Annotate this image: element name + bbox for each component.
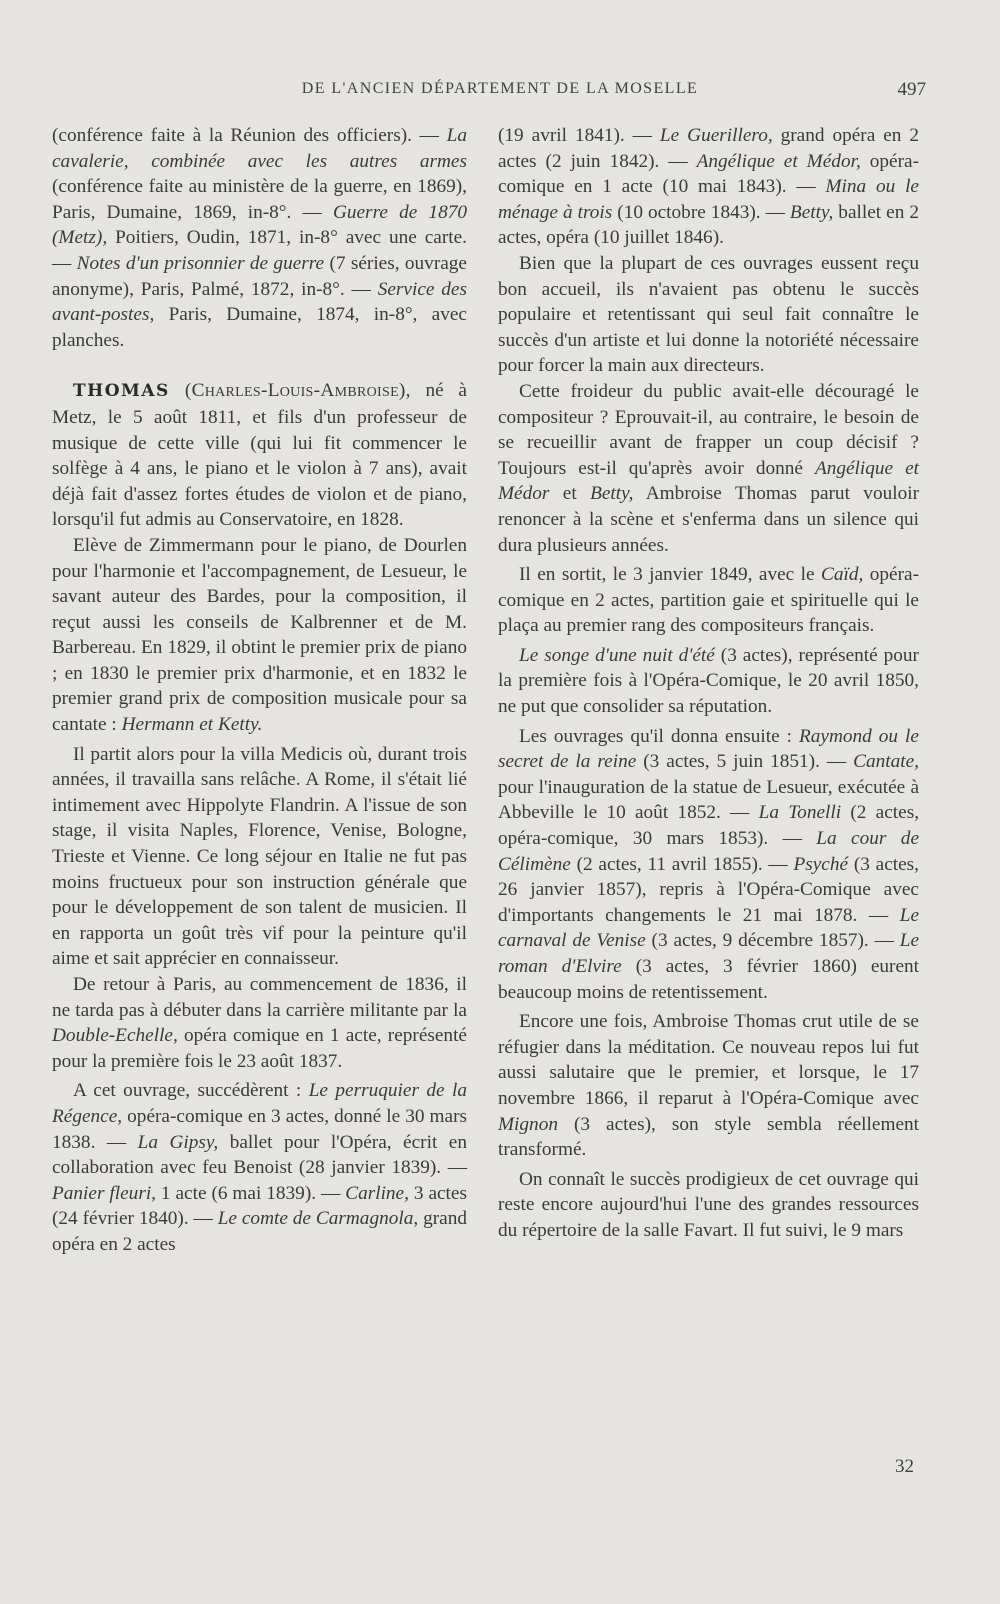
text-run: Paris, Dumaine, 1874, in-8°, avec planches. [52, 304, 467, 351]
text-run: Bien que la plupart de ces ouvrages eussent reçu bon accueil, ils n'avaient pas obtenu le succès populaire et retentissant qui seul fait connaître le succès d'un artiste et lui donne la notoriété nécessaire pour forcer la main aux directeurs. [498, 252, 919, 377]
text-run: (10 octobre 1843). — [612, 201, 790, 223]
text-run: 3 actes (24 février 1840). — [52, 1182, 467, 1230]
italic-title: Angélique et Médor, [696, 150, 861, 172]
text-run: 1 acte (6 mai 1839). — [156, 1182, 346, 1204]
italic-title: Le comte de Carmagnola, [217, 1208, 419, 1230]
running-title: DE L'ANCIEN DÉPARTEMENT DE LA MOSELLE [301, 80, 699, 97]
page-number: 497 [897, 79, 926, 100]
body-paragraph [52, 533, 467, 738]
text-run: Elève de Zimmermann pour le piano, de Dourlen pour l'harmonie et l'accompagnement, de Lesueur, le savant auteur des Bardes, pour la composition, il reçut aussi les conseils de Kalbrenner et de M. Barbereau. En 1829, il obtint le premier prix de piano ; en 1830 le premier prix d'harmonie, et en 1832 le premier grand prix de composition musicale pour sa cantate : [52, 534, 467, 736]
body-paragraph [498, 251, 919, 379]
italic-title: Carline, [345, 1182, 409, 1204]
text-run: On connaît le succès prodigieux de cet ouvrage qui reste encore aujourd'hui l'une des grandes ressources du répertoire de la salle Favart. Il fut suivi, le 9 mars [498, 1168, 919, 1241]
text-run: Il partit alors pour la villa Medicis où, durant trois années, il travailla sans relâche. A Rome, il s'était lié intimement avec Hippolyte Flandrin. A l'issue de son stage, il visita Naples, Florence, Venise, Bologne, Trieste et Vienne. Ce long séjour en Italie ne fut pas moins fructueux pour son instruction générale que pour le développement de son talent de musicien. Il en rapporta un goût très vif pour la peinture qu'il aime et sait apprécier en connaisseur. [52, 743, 467, 970]
text-run: (7 séries, ouvrage anonyme), Paris, Palmé, 1872, in-8°. — [52, 252, 467, 300]
body-paragraph [498, 1009, 919, 1163]
signature-mark: 32 [895, 1456, 914, 1477]
right-column [498, 123, 919, 1244]
text-run: (3 actes, 5 juin 1851). — [636, 751, 854, 773]
body-paragraph [498, 1167, 919, 1244]
text-run: (3 actes, 26 janvier 1857), repris à l'Opéra-Comique avec d'importants changements le 21 mai 1878. — [498, 853, 919, 926]
text-run: (19 avril 1841). — [498, 125, 660, 146]
text-run: (2 actes, opéra-comique, 30 mars 1853). — [498, 802, 920, 850]
body-paragraph [498, 643, 919, 720]
italic-title: Mignon [498, 1113, 558, 1135]
italic-title: Raymond ou le secret de la reine [498, 725, 919, 773]
italic-title: Cantate, [853, 751, 919, 773]
text-run: et [549, 483, 591, 505]
text-run: ballet pour l'Opéra, écrit en collaboration avec feu Benoist (28 janvier 1839). — [52, 1131, 467, 1179]
italic-title: Hermann et Ketty. [121, 714, 263, 736]
italic-title: Le songe d'une nuit d'été [519, 644, 715, 666]
text-run: Encore une fois, Ambroise Thomas crut utile de se réfugier dans la méditation. Ce nouveau repos lui fut aussi salutaire que le premier, et lorsque, le 17 novembre 1866, il reparut à l'Opéra-Comique avec [498, 1011, 919, 1109]
italic-title: Le roman d'Elvire [498, 930, 919, 977]
body-paragraph [498, 562, 919, 639]
body-paragraph [52, 972, 467, 1074]
text-run: Cette froideur du public avait-elle découragé le compositeur ? Eprouvait-il, au contraire, le besoin de se recueillir avant de frapper un coup décisif ? Toujours est-il qu'après avoir donné [498, 380, 919, 479]
entry-name: THOMAS [73, 381, 170, 402]
italic-title: La Gipsy, [137, 1131, 219, 1153]
italic-title: Caïd, [821, 564, 864, 586]
italic-title: Le perruquier de la Régence, [52, 1080, 467, 1127]
text-run: Il en sortit, le 3 janvier 1849, avec le [519, 564, 821, 586]
text-run: grand opéra en 2 actes (2 juin 1842). — [498, 125, 920, 172]
body-paragraph [52, 1078, 467, 1257]
text-run: (3 actes, 9 décembre 1857). — [645, 930, 900, 952]
italic-title: Betty, [590, 483, 634, 505]
entry-given-names: (Charles-Louis-Ambroise), [169, 380, 411, 402]
italic-title: Double-Echelle, [52, 1025, 178, 1047]
italic-title: Le carnaval de Venise [498, 904, 919, 952]
italic-title: Mina ou le ménage à trois [498, 176, 919, 223]
text-run: opéra comique en 1 acte, représenté pour la première fois le 23 août 1837. [52, 1025, 467, 1072]
italic-title: Service des avant-postes, [52, 278, 467, 326]
text-run: opéra-comique en 2 actes, partition gaie et spirituelle qui le plaça au premier rang des compositeurs français. [498, 564, 919, 637]
body-paragraph [52, 742, 467, 972]
italic-title: La cour de Célimène [498, 828, 919, 875]
italic-title: La cavalerie, combinée avec les autres armes [52, 125, 467, 172]
italic-title: Le Guerillero, [659, 125, 773, 146]
text-run: (3 actes, 3 février 1860) eurent beaucoup moins de retentissement. [498, 956, 919, 1003]
italic-title: Guerre de 1870 (Metz), [52, 201, 467, 249]
text-run: (conférence faite au ministère de la guerre, en 1869), Paris, Dumaine, 1869, in-8°. — [52, 176, 467, 223]
bibliography-paragraph [52, 123, 467, 353]
italic-title: La Tonelli [758, 802, 842, 824]
text-run: pour l'inauguration de la statue de Lesueur, exécutée à Abbeville le 10 août 1852. — [498, 776, 919, 824]
body-paragraph [498, 724, 919, 1006]
text-run: (3 actes), représenté pour la première fois à l'Opéra-Comique, le 20 avril 1850, ne put que consolider sa réputation. [498, 644, 919, 718]
entry-heading-paragraph [52, 378, 467, 533]
running-head [0, 80, 1000, 104]
text-run: ballet en 2 actes, opéra (10 juillet 1846). [498, 201, 919, 249]
text-run: né à Metz, le 5 août 1811, et fils d'un professeur de musique de cette ville (qui lui fit commencer le solfège à 4 ans, le piano et le violon à 7 ans), avait déjà fait d'assez fortes études de violon et de piano, lorsqu'il fut admis au Conservatoire, en 1828. [52, 380, 467, 531]
body-paragraph [498, 123, 919, 251]
text-run: (3 actes), son style sembla réellement transformé. [498, 1113, 919, 1161]
text-run: De retour à Paris, au commencement de 1836, il ne tarda pas à débuter dans la carrière militante par la [52, 974, 467, 1021]
body-paragraph [498, 379, 919, 558]
text-run: A cet ouvrage, succédèrent : [73, 1080, 309, 1102]
text-run: Les ouvrages qu'il donna ensuite : [519, 725, 799, 747]
text-run: (2 actes, 11 avril 1855). — [570, 853, 794, 875]
text-run: Poitiers, Oudin, 1871, in-8° avec une carte. — [52, 227, 467, 274]
text-run: grand opéra en 2 actes [52, 1208, 467, 1255]
text-run: (conférence faite à la Réunion des officiers). — [52, 125, 447, 146]
italic-title: Betty, [789, 201, 834, 223]
text-run: Ambroise Thomas parut vouloir renoncer à la scène et s'enferma dans un silence qui dura plusieurs années. [498, 483, 920, 556]
italic-title: Psyché [793, 853, 849, 875]
italic-title: Panier fleuri, [52, 1182, 156, 1204]
text-run: opéra-comique en 3 actes, donné le 30 mars 1838. — [52, 1105, 467, 1153]
italic-title: Notes d'un prisonnier de guerre [76, 252, 325, 274]
italic-title: Angélique et Médor [498, 457, 920, 505]
left-column [52, 123, 467, 1258]
text-run: opéra-comique en 1 acte (10 mai 1843). — [498, 150, 920, 198]
